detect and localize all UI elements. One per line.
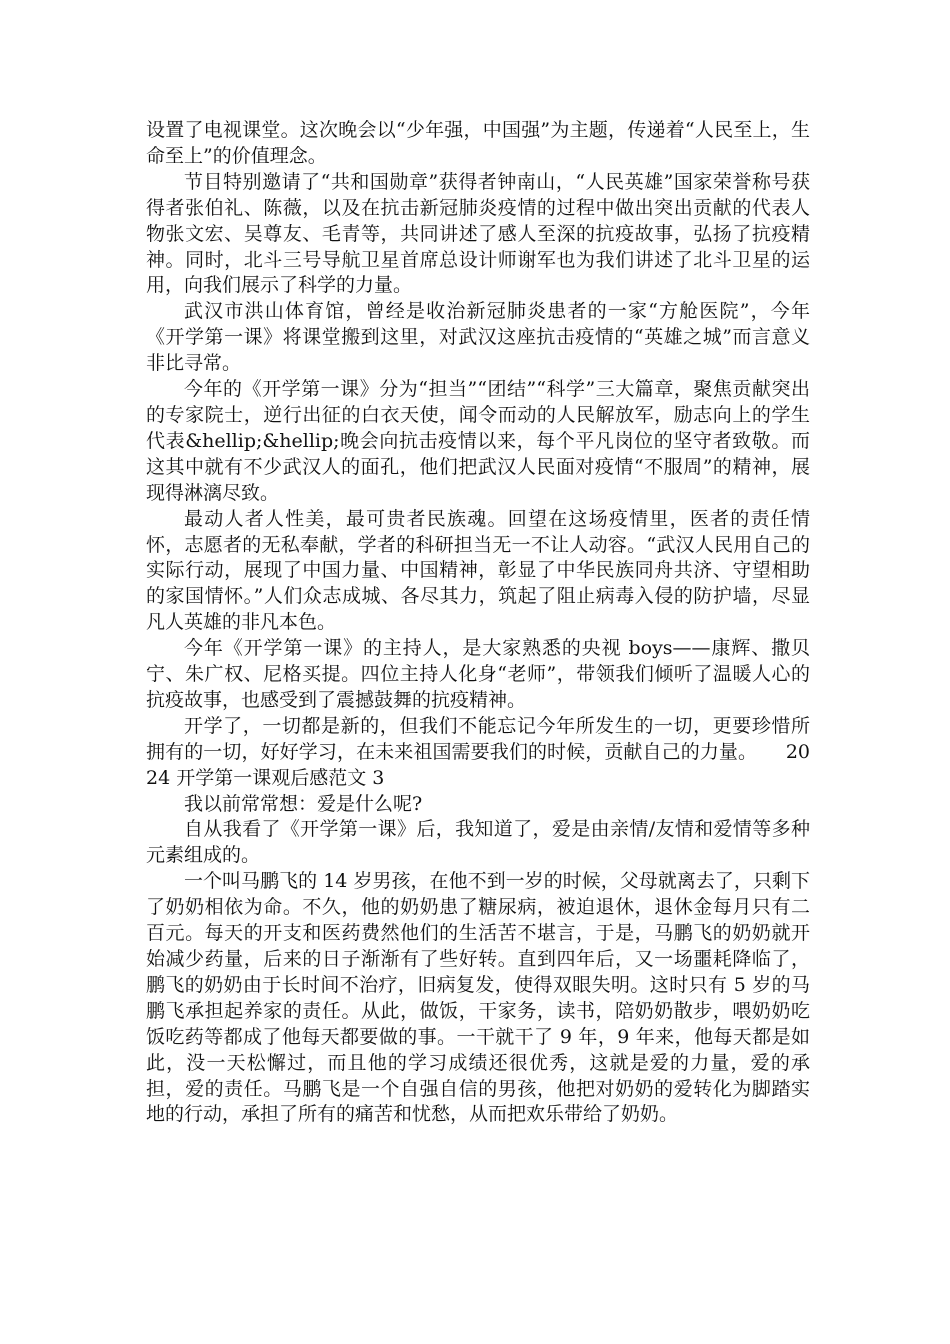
paragraph: 我以前常常想：爱是什么呢? [184,792,423,815]
paragraph: 武汉市洪山体育馆，曾经是收治新冠肺炎患者的一家“方舱医院”，今年《开学第一课》将课堂搬到这里，对武汉这座抗击疫情的“英雄之城”而言意义非比寻常。 [146,300,810,375]
paragraph: 开学了，一切都是新的，但我们不能忘记今年所发生的一切，更要珍惜所拥有的一切，好好学习，在未来祖国需要我们的时候，贡献自己的力量。 2024 开学第一课观后感范文 3 [146,714,810,789]
paragraph: 今年的《开学第一课》分为“担当”“团结”“科学”三大篇章，聚焦贡献突出的专家院士，逆行出征的白衣天使，闻令而动的人民解放军，励志向上的学生代表&hellip;&hellip;晚会向抗击疫情以来，每个平凡岗位的坚守者致敬。而这其中就有不少武汉人的面孔，他们把武汉人民面对疫情“不服周”的精神，展现得淋漓尽致。 [146,378,810,504]
paragraph: 节目特别邀请了“共和国勋章”获得者钟南山，“人民英雄”国家荣誉称号获得者张伯礼、陈薇，以及在抗击新冠肺炎疫情的过程中做出突出贡献的代表人物张文宏、吴尊友、毛青等，共同讲述了感人至深的抗疫故事，弘扬了抗疫精神。同时，北斗三号导航卫星首席总设计师谢军也为我们讲述了北斗卫星的运用，向我们展示了科学的力量。 [146,170,810,297]
paragraph: 自从我看了《开学第一课》后，我知道了，爱是由亲情/友情和爱情等多种元素组成的。 [146,818,810,867]
paragraph: 一个叫马鹏飞的 14 岁男孩，在他不到一岁的时候，父母就离去了，只剩下了奶奶相依为命。不久，他的奶奶患了糖尿病，被迫退休，退休金每月只有二百元。每天的开支和医药费然他们的生活苦不堪言，于是，马鹏飞的奶奶就开始减少药量，后来的日子渐渐有了些好转。直到四年后，又一场噩耗降临了，鹏飞的奶奶由于长时间不治疗，旧病复发，使得双眼失明。这时只有 5 岁的马鹏飞承担起养家的责任。从此，做饭，干家务，读书，陪奶奶散步，喂奶奶吃饭吃药等都成了他每天都要做的事。一干就干了 9 年，9 年来，他每天都是如此，没一天松懈过，而且他的学习成绩还很优秀，这就是爱的力量，爱的承担，爱的责任。马鹏飞是一个自强自信的男孩，他把对奶奶的爱转化为脚踏实地的行动，承担了所有的痛苦和忧愁，从而把欢乐带给了奶奶。 [146,870,810,1126]
document-body [146,118,810,1128]
paragraph: 最动人者人性美，最可贵者民族魂。回望在这场疫情里，医者的责任情怀，志愿者的无私奉献，学者的科研担当无一不让人动容。“武汉人民用自己的实际行动，展现了中国力量、中国精神，彰显了中华民族同舟共济、守望相助的家国情怀。”人们众志成城、各尽其力，筑起了阻止病毒入侵的防护墙，尽显凡人英雄的非凡本色。 [146,507,810,634]
paragraph: 今年《开学第一课》的主持人，是大家熟悉的央视 boys——康辉、撒贝宁、朱广权、尼格买提。四位主持人化身“老师”，带领我们倾听了温暖人心的抗疫故事，也感受到了震撼鼓舞的抗疫精神。 [146,637,810,711]
paragraph: 设置了电视课堂。这次晚会以“少年强，中国强”为主题，传递着“人民至上，生命至上”的价值理念。 [146,119,810,167]
